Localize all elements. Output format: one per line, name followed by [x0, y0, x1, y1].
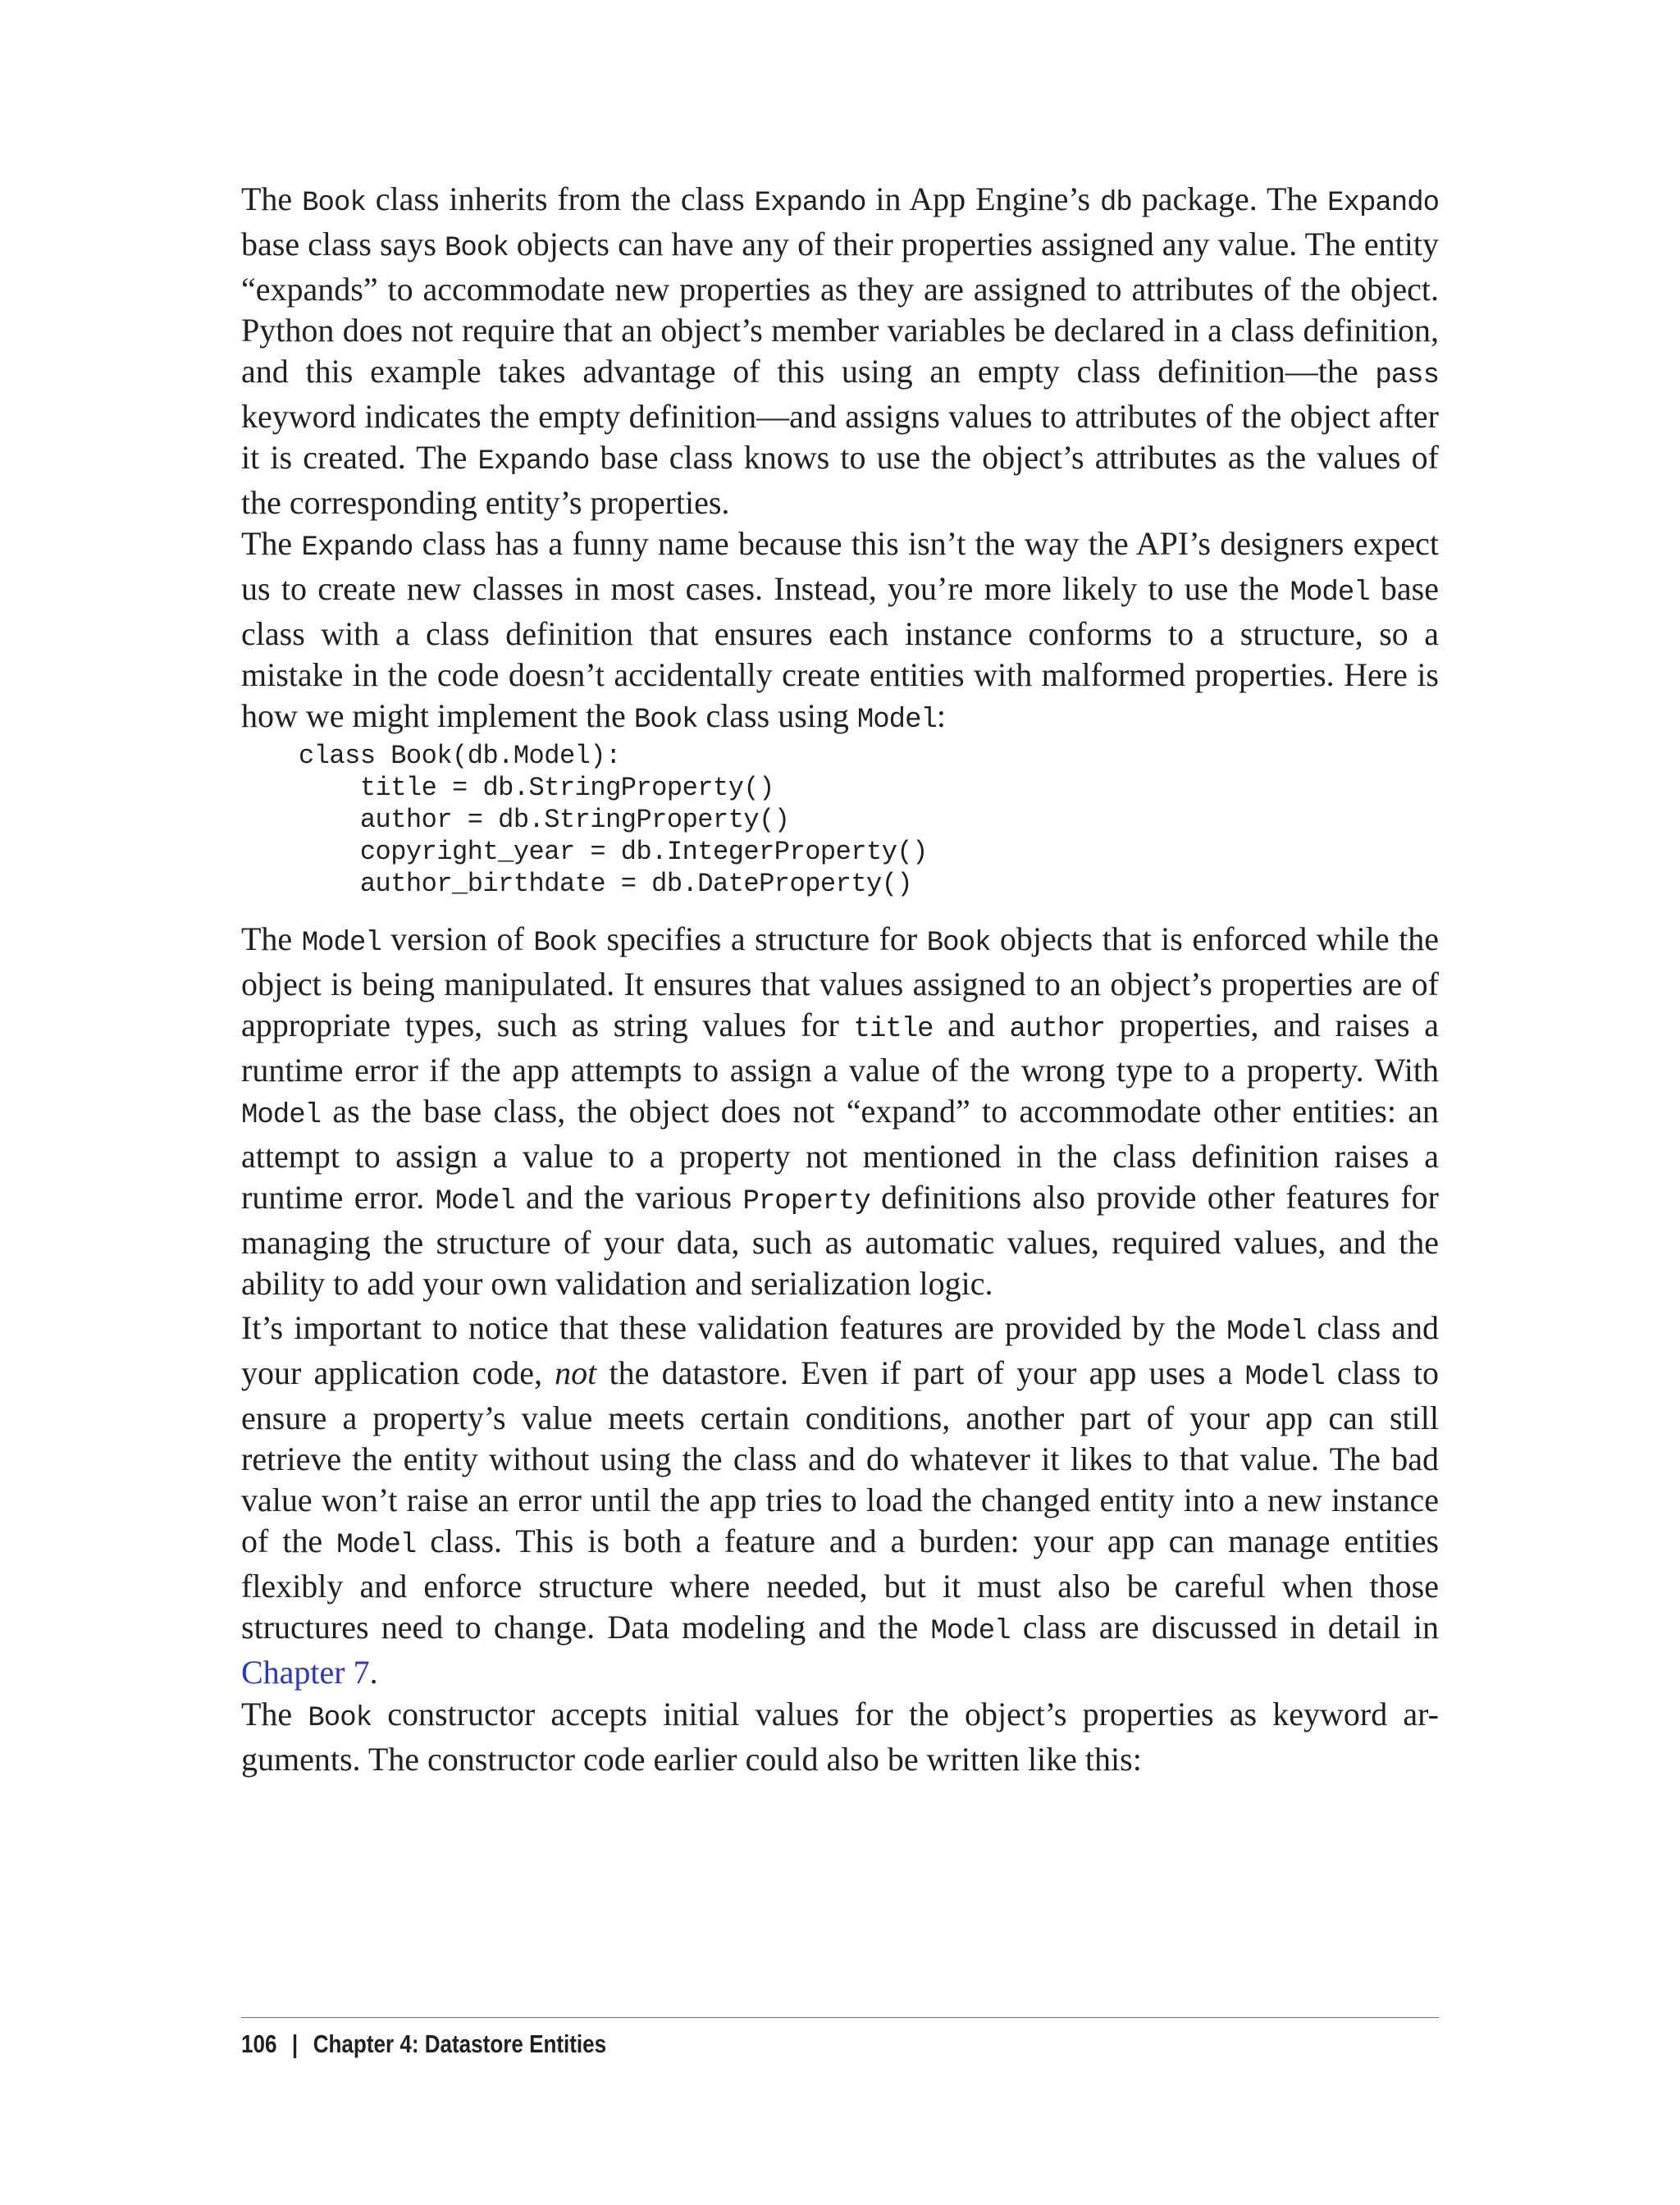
code-line: copyright_year = db.IntegerProperty()	[299, 837, 928, 867]
inline-code: pass	[1375, 360, 1439, 391]
inline-code: Property	[742, 1186, 870, 1217]
inline-code: Expando	[1327, 188, 1439, 219]
paragraph-model-intro: The Expando class has a funny name because this isn’t the way the API’s designers expect us to create new classes in most cases. Instead, you’re more likely to use the Model base class with a class definition that ensures each instance conforms to a structure, so a mistake in the code doesn’t accidentally create entities with malformed properties. Here is how we might implement the Book class using Model:	[241, 525, 1439, 736]
emphasis: not	[555, 1354, 597, 1391]
inline-code: Book	[926, 928, 991, 959]
chapter-7-link[interactable]: Chapter 7	[241, 1654, 370, 1691]
inline-code: Expando	[754, 188, 866, 219]
code-line: title = db.StringProperty()	[299, 773, 774, 803]
code-line: author_birthdate = db.DateProperty()	[299, 869, 913, 899]
inline-code: author	[1009, 1014, 1105, 1045]
code-listing-book-model	[299, 740, 928, 900]
paragraph-model-version: The Model version of Book specifies a structure for Book objects that is enforced while the object is being manipulated. It ensures that values assigned to an object’s properties are of appropriate types, such as string values for title and author properties, and raises a runtime error if the app attempts to assign a value of the wrong type to a property. With Model as the base class, the object does not “expand” to accommodate other entities: an attempt to assign a value to a property not mentioned in the class definition raises a runtime error. Model and the various Property definitions also provide other features for managing the structure of your data, such as automatic values, required values, and the ability to add your own validation and serialization logic.	[241, 920, 1440, 1302]
inline-code: Model	[435, 1186, 515, 1217]
inline-code: title	[853, 1014, 934, 1045]
code-line: class Book(db.Model):	[299, 741, 621, 771]
inline-code: Model	[301, 928, 381, 959]
inline-code: Model	[856, 705, 937, 736]
inline-code: Book	[533, 928, 597, 959]
inline-code: Expando	[477, 446, 590, 477]
inline-code: Model	[1226, 1317, 1307, 1348]
inline-code: Expando	[301, 532, 413, 564]
page-number: 106	[241, 2029, 277, 2058]
inline-code: Model	[336, 1530, 417, 1561]
inline-code: Book	[308, 1703, 372, 1734]
paragraph-expando-explanation: The Book class inherits from the class Expando in App Engine’s db package. The Expando base class says Book objects can have any of their properties assigned any value. The entity “expands” to accommodate new properties as they are assigned to attributes of the object. Python does not require that an object’s member variables be declared in a class definition, and this example takes advantage of this using an empty class definition—the pass keyword indicates the empty definition—and assigns values to attributes of the object after it is created. The Expando base class knows to use the object’s attributes as the values of the corresponding entity’s properties.	[241, 180, 1439, 521]
inline-code: Model	[241, 1100, 322, 1131]
inline-code: Model	[930, 1616, 1011, 1647]
footer-separator: |	[291, 2029, 299, 2058]
code-line: author = db.StringProperty()	[299, 805, 790, 835]
inline-code: Model	[1244, 1362, 1325, 1393]
page-footer	[241, 2028, 606, 2061]
running-title: Chapter 4: Datastore Entities	[313, 2029, 607, 2058]
inline-code: Book	[444, 233, 509, 264]
inline-code: db	[1100, 188, 1132, 219]
inline-code: Book	[302, 188, 366, 219]
footer-divider	[241, 2017, 1439, 2018]
paragraph-constructor: The Book constructor accepts initial values for the object’s properties as keyword ar-guments. The constructor code earlier could also be written like this:	[241, 1696, 1440, 1778]
inline-code: Model	[1290, 578, 1370, 609]
paragraph-validation-features: It’s important to notice that these validation features are provided by the Model class and your application code, not the datastore. Even if part of your app uses a Model class to ensure a property’s value meets certain conditions, another part of your app can still retrieve the entity without using the class and do whatever it likes to that value. The bad value won’t raise an error until the app tries to load the changed entity into a new instance of the Model class. This is both a feature and a burden: your app can manage entities flexibly and enforce structure where needed, but it must also be careful when those structures need to change. Data modeling and the Model class are discussed in detail in Chapter 7.	[241, 1309, 1440, 1691]
inline-code: Book	[633, 705, 698, 736]
